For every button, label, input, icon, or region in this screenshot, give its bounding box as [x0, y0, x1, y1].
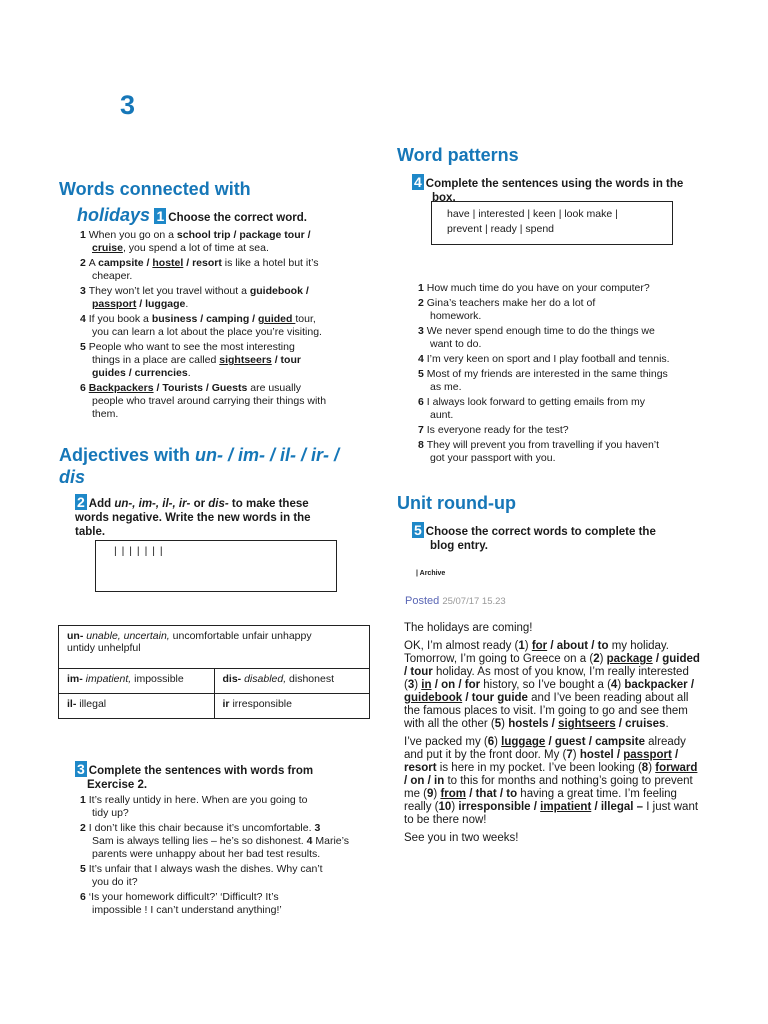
table-ir-label: ir — [222, 698, 230, 710]
answer-choice-selected: cruise — [92, 242, 123, 254]
table-un-words-2: untidy unhelpful — [67, 642, 141, 654]
answer-choice-selected: impatient — [540, 801, 592, 813]
ex4-number-badge: 4 — [414, 174, 422, 190]
item-text: parents were unhappy about her bad test results. — [92, 848, 321, 860]
exercise-item — [418, 282, 718, 295]
answer-choices: backpacker / — [624, 679, 695, 691]
answer-choices: 1 — [518, 640, 525, 652]
ex4-instruction-line1: Complete the sentences using the words in the — [425, 178, 684, 190]
item-body — [427, 396, 645, 421]
item-text: They will prevent you from travelling if you haven’t — [426, 439, 660, 451]
posted-date: 25/07/17 15.23 — [442, 596, 506, 607]
item-text: history, so I’ve bought a ( — [480, 679, 611, 691]
answer-choices: / guest / campsite — [545, 736, 645, 748]
item-text: aunt. — [430, 409, 454, 421]
item-text: Marie’s — [312, 835, 350, 847]
exercise-item — [80, 229, 370, 255]
ex4-instruction-line2: box. — [432, 192, 456, 204]
item-body — [427, 325, 655, 350]
exercise-item — [80, 891, 370, 917]
prefix-text: dis- — [208, 498, 229, 510]
answer-choice-selected: passport — [623, 749, 672, 761]
ex3-instruction-line1: Complete the sentences with words from — [88, 765, 314, 777]
item-number: 7 — [418, 424, 427, 436]
ex4-items — [418, 282, 718, 467]
item-text: ) — [414, 679, 422, 691]
item-text: cheaper. — [92, 270, 133, 282]
item-number: 6 — [80, 382, 89, 394]
heading-adjectives — [59, 444, 379, 488]
exercise-item — [80, 257, 370, 283]
exercise-item — [80, 313, 370, 339]
item-text: homework. — [430, 310, 482, 322]
item-text: words negative. Write the new words in the — [75, 512, 311, 524]
ex5-number-badge: 5 — [414, 522, 422, 538]
exercise-item — [418, 325, 718, 351]
item-body — [427, 353, 670, 365]
item-text: . — [665, 718, 669, 730]
item-text: . — [187, 367, 191, 379]
answer-choices: business / camping / — [151, 313, 259, 325]
exercise-item — [418, 297, 718, 323]
ex4-word-box-line2: prevent | ready | spend — [447, 223, 555, 235]
item-text: I always look forward to getting emails from my — [426, 396, 646, 408]
item-body — [89, 863, 323, 888]
item-body — [427, 282, 650, 294]
answer-choices: 8 — [641, 762, 649, 774]
table-ir-words: irresponsible — [232, 698, 292, 710]
item-text: How much time do you have on your computer? — [426, 282, 650, 294]
answer-choice-selected: package — [606, 653, 653, 665]
answer-choice-selected: hostel — [152, 257, 184, 269]
answer-choices: / resort — [183, 257, 222, 269]
item-text: I’ve packed my ( — [404, 736, 488, 748]
item-text: or — [190, 498, 209, 510]
item-number: 4 — [80, 313, 89, 325]
ex1-header-row — [77, 204, 377, 226]
answer-choice-selected: for — [531, 640, 548, 652]
archive-label: | Archive — [416, 570, 446, 577]
ex3-instruction — [75, 761, 375, 792]
item-text: to this for months and nothing’s going to prevent me ( — [404, 775, 693, 800]
item-text: holiday. As most of you know, I’m really interested ( — [404, 666, 689, 691]
blog-paragraph-4: See you in two weeks! — [404, 832, 519, 844]
item-body — [89, 257, 319, 282]
item-text: Add — [88, 498, 115, 510]
blog-paragraph-1: The holidays are coming! — [404, 622, 533, 634]
item-text: I’m very keen on sport and I play football and tennis. — [426, 353, 670, 365]
answer-choices: / on / for — [431, 679, 481, 691]
item-number: 5 — [80, 341, 89, 353]
exercise-item — [418, 368, 718, 394]
ex3-items — [80, 794, 370, 919]
item-text: ‘Is your homework difficult?’ ‘Difficult? It’s — [88, 891, 279, 903]
exercise-item — [80, 863, 370, 889]
table-dis-label: dis- — [222, 673, 242, 685]
answer-choices: / guided / tour — [404, 653, 700, 678]
item-text: is like a hotel but it’s — [221, 257, 319, 269]
answer-choice-selected: passport — [92, 298, 137, 310]
item-text: I don’t like this chair because it’s uncomfortable. — [88, 822, 315, 834]
item-number: 3 — [418, 325, 427, 337]
answer-choices: / luggage — [136, 298, 186, 310]
posted-line — [405, 595, 506, 607]
ex4-word-box — [431, 201, 673, 245]
item-body — [89, 341, 301, 379]
item-text: having a great time. I’m feeling really ( — [404, 788, 677, 813]
item-text: table. — [75, 526, 106, 538]
heading-adjectives-dis: dis — [59, 467, 86, 487]
item-text: is here in my pocket. I’ve been looking ( — [436, 762, 642, 774]
table-il-label: il- — [67, 698, 77, 710]
item-text: Gina’s teachers make her do a lot of — [426, 297, 596, 309]
ex5-instruction — [412, 522, 712, 553]
item-text: If you book a — [88, 313, 152, 325]
item-number: 2 — [80, 822, 89, 834]
ex2-instruction-text — [75, 498, 311, 538]
blog-paragraph-2 — [404, 640, 702, 731]
item-text: ) — [433, 788, 441, 800]
item-text: already and put it by the front door. My ( — [404, 736, 686, 761]
exercise-item — [80, 382, 370, 421]
item-text: ) — [524, 640, 532, 652]
heading-holidays: holidays — [77, 205, 151, 225]
item-text: . — [185, 298, 189, 310]
answer-choice-selected: Backpackers — [88, 382, 154, 394]
item-body — [89, 313, 322, 338]
answer-choices: / about / to — [547, 640, 609, 652]
item-text: my holiday. Tomorrow, I’m going to Greece on a ( — [404, 640, 670, 665]
item-text: A — [88, 257, 99, 269]
exercise-item — [418, 396, 718, 422]
answer-choices: / tour — [271, 354, 301, 366]
answer-choices: hostels / — [508, 718, 559, 730]
item-text: things in a place are called — [92, 354, 220, 366]
answer-choice-selected: in — [421, 679, 432, 691]
heading-adjectives-text: Adjectives with — [59, 445, 196, 465]
item-text: ) — [648, 762, 656, 774]
table-im-example: impatient, — [85, 673, 132, 685]
item-text: to make these — [228, 498, 309, 510]
ex4-word-box-line1: have | interested | keen | look make | — [447, 208, 618, 220]
answer-choices: guidebook / — [249, 285, 309, 297]
item-text: They won’t let you travel without a — [88, 285, 250, 297]
heading-word-patterns: Word patterns — [397, 145, 519, 165]
item-text: ) — [617, 679, 625, 691]
blog-paragraph-3 — [404, 736, 702, 827]
item-number: 3 — [80, 285, 89, 297]
ex3-number-badge: 3 — [77, 761, 85, 777]
item-text: tour, — [295, 313, 316, 325]
answer-choices: / Tourists / Guests — [153, 382, 248, 394]
answer-choices: 2 — [593, 653, 600, 665]
answer-choices: campsite / — [98, 257, 153, 269]
heading-unit-roundup: Unit round-up — [397, 493, 516, 513]
exercise-item — [418, 439, 718, 465]
item-text: Most of my friends are interested in the same things — [426, 368, 668, 380]
answer-choices: / tour guide — [462, 692, 528, 704]
item-text: It’s unfair that I always wash the dishes. Why can’t — [88, 863, 323, 875]
exercise-item — [418, 353, 718, 366]
table-un-examples: unable, uncertain, — [86, 630, 170, 642]
item-text: tidy up? — [92, 807, 129, 819]
item-text: you do it? — [92, 876, 138, 888]
ex2-instruction — [75, 494, 375, 539]
item-text: got your passport with you. — [430, 452, 556, 464]
posted-label: Posted — [405, 595, 440, 607]
prefix-text: un-, im-, il-, ir- — [114, 498, 191, 510]
item-text: ) — [599, 653, 607, 665]
item-number: 6 — [80, 891, 89, 903]
exercise-item — [80, 341, 370, 380]
answer-choice-selected: from — [440, 788, 466, 800]
item-text: We never spend enough time to do the things we — [426, 325, 655, 337]
item-body — [89, 822, 349, 860]
item-number: 1 — [418, 282, 427, 294]
item-text: as me. — [430, 381, 462, 393]
answer-choice-selected: forward — [655, 762, 698, 774]
item-text: and I’ve been reading about all the famous places to visit. I’m going to go and see them with all the other ( — [404, 692, 689, 730]
item-body — [427, 297, 595, 322]
table-dis-words: dishonest — [289, 673, 334, 685]
table-un-words: uncomfortable unfair unhappy — [172, 630, 312, 642]
table-row-un — [59, 626, 370, 669]
ex1-instruction: Choose the correct word. — [168, 212, 307, 224]
answer-choices: school trip / package tour / — [176, 229, 311, 241]
answer-choices: 4 — [306, 835, 313, 847]
answer-choices: 10 — [438, 801, 452, 813]
ex2-number-badge: 2 — [77, 494, 85, 510]
table-cell-im — [59, 669, 215, 694]
item-text: ) — [572, 749, 580, 761]
heading-words-connected: Words connected with — [59, 179, 251, 199]
answer-choices: / that / to — [466, 788, 518, 800]
item-text: OK, I’m almost ready ( — [404, 640, 519, 652]
answer-choice-selected: sightseers — [219, 354, 272, 366]
table-cell-il — [59, 694, 215, 719]
answer-choice-selected: guidebook — [404, 692, 463, 704]
answer-choices: guides / currencies — [92, 367, 188, 379]
answer-choices: / resort — [404, 749, 679, 774]
item-text: Is everyone ready for the test? — [426, 424, 569, 436]
answer-choice-selected: luggage — [501, 736, 546, 748]
item-text: are usually — [247, 382, 302, 394]
item-number: 2 — [418, 297, 427, 309]
answer-choices: 7 — [566, 749, 573, 761]
answer-choices: / illegal – — [591, 801, 644, 813]
ex5-instruction-line1: Choose the correct words to complete the — [425, 526, 656, 538]
item-text: People who want to see the most interesting — [88, 341, 295, 353]
item-body — [427, 439, 659, 464]
item-text: impossible ! I can’t understand anything!’ — [92, 904, 282, 916]
item-body — [427, 368, 668, 393]
item-text: , you spend a lot of time at sea. — [122, 242, 269, 254]
answer-choices: 4 — [610, 679, 618, 691]
item-number: 2 — [80, 257, 89, 269]
ex3-instruction-line2: Exercise 2. — [87, 779, 148, 791]
item-number: 5 — [80, 863, 89, 875]
item-text: ) — [501, 718, 509, 730]
answer-choices: 5 — [494, 718, 502, 730]
item-number: 4 — [418, 353, 427, 365]
table-im-words: impossible — [134, 673, 184, 685]
table-il-words: illegal — [79, 698, 107, 710]
ex1-number-badge: 1 — [156, 208, 165, 224]
answer-choices: 6 — [487, 736, 495, 748]
table-cell-ir — [214, 694, 370, 719]
item-text: want to do. — [430, 338, 482, 350]
item-text: them. — [92, 408, 119, 420]
item-text: ) — [494, 736, 502, 748]
answer-choices: 3 — [314, 822, 321, 834]
answer-choices: hostel / — [579, 749, 624, 761]
item-text: When you go on a — [88, 229, 177, 241]
item-body — [89, 285, 309, 310]
answer-choices: / on / in — [404, 775, 445, 787]
item-text: I just want to be there now! — [404, 801, 699, 826]
item-number: 6 — [418, 396, 427, 408]
answer-choices: irresponsible / — [458, 801, 541, 813]
blog-entry — [404, 622, 702, 850]
table-im-label: im- — [67, 673, 83, 685]
ex2-answer-box-text: | | | | | | | — [114, 545, 164, 557]
item-number: 1 — [80, 229, 89, 241]
item-number: 5 — [418, 368, 427, 380]
item-text: you can learn a lot about the place you’re visiting. — [92, 326, 322, 338]
item-text: ) — [451, 801, 459, 813]
unit-number: 3 — [120, 90, 136, 120]
table-cell-dis — [214, 669, 370, 694]
ex1-items — [80, 229, 370, 423]
item-number: 8 — [418, 439, 427, 451]
answer-choice-selected: guided — [258, 313, 296, 325]
item-text: Sam is always telling lies – he’s so dishonest. — [92, 835, 307, 847]
item-text: It’s really untidy in here. When are you going to — [88, 794, 308, 806]
heading-adjectives-prefixes: un- / im- / il- / ir- / — [195, 445, 340, 465]
table-dis-example: disabled, — [244, 673, 287, 685]
item-body — [89, 229, 311, 254]
answer-choices: 9 — [427, 788, 434, 800]
table-un-label: un- — [67, 630, 84, 642]
exercise-item — [80, 794, 370, 820]
answer-choice-selected: sightseers — [558, 718, 616, 730]
exercise-item — [80, 822, 370, 861]
answer-choices: / cruises — [615, 718, 666, 730]
item-text: people who travel around carrying their things with — [92, 395, 327, 407]
exercise-item — [80, 285, 370, 311]
item-body — [89, 794, 308, 819]
ex2-answer-box — [95, 540, 337, 592]
item-number: 1 — [80, 794, 89, 806]
item-body — [89, 382, 326, 420]
answer-choices: 3 — [407, 679, 415, 691]
exercise-item — [418, 424, 718, 437]
prefix-table — [58, 625, 370, 719]
ex5-instruction-line2: blog entry. — [430, 540, 488, 552]
item-body — [427, 424, 569, 436]
item-body — [89, 891, 282, 916]
